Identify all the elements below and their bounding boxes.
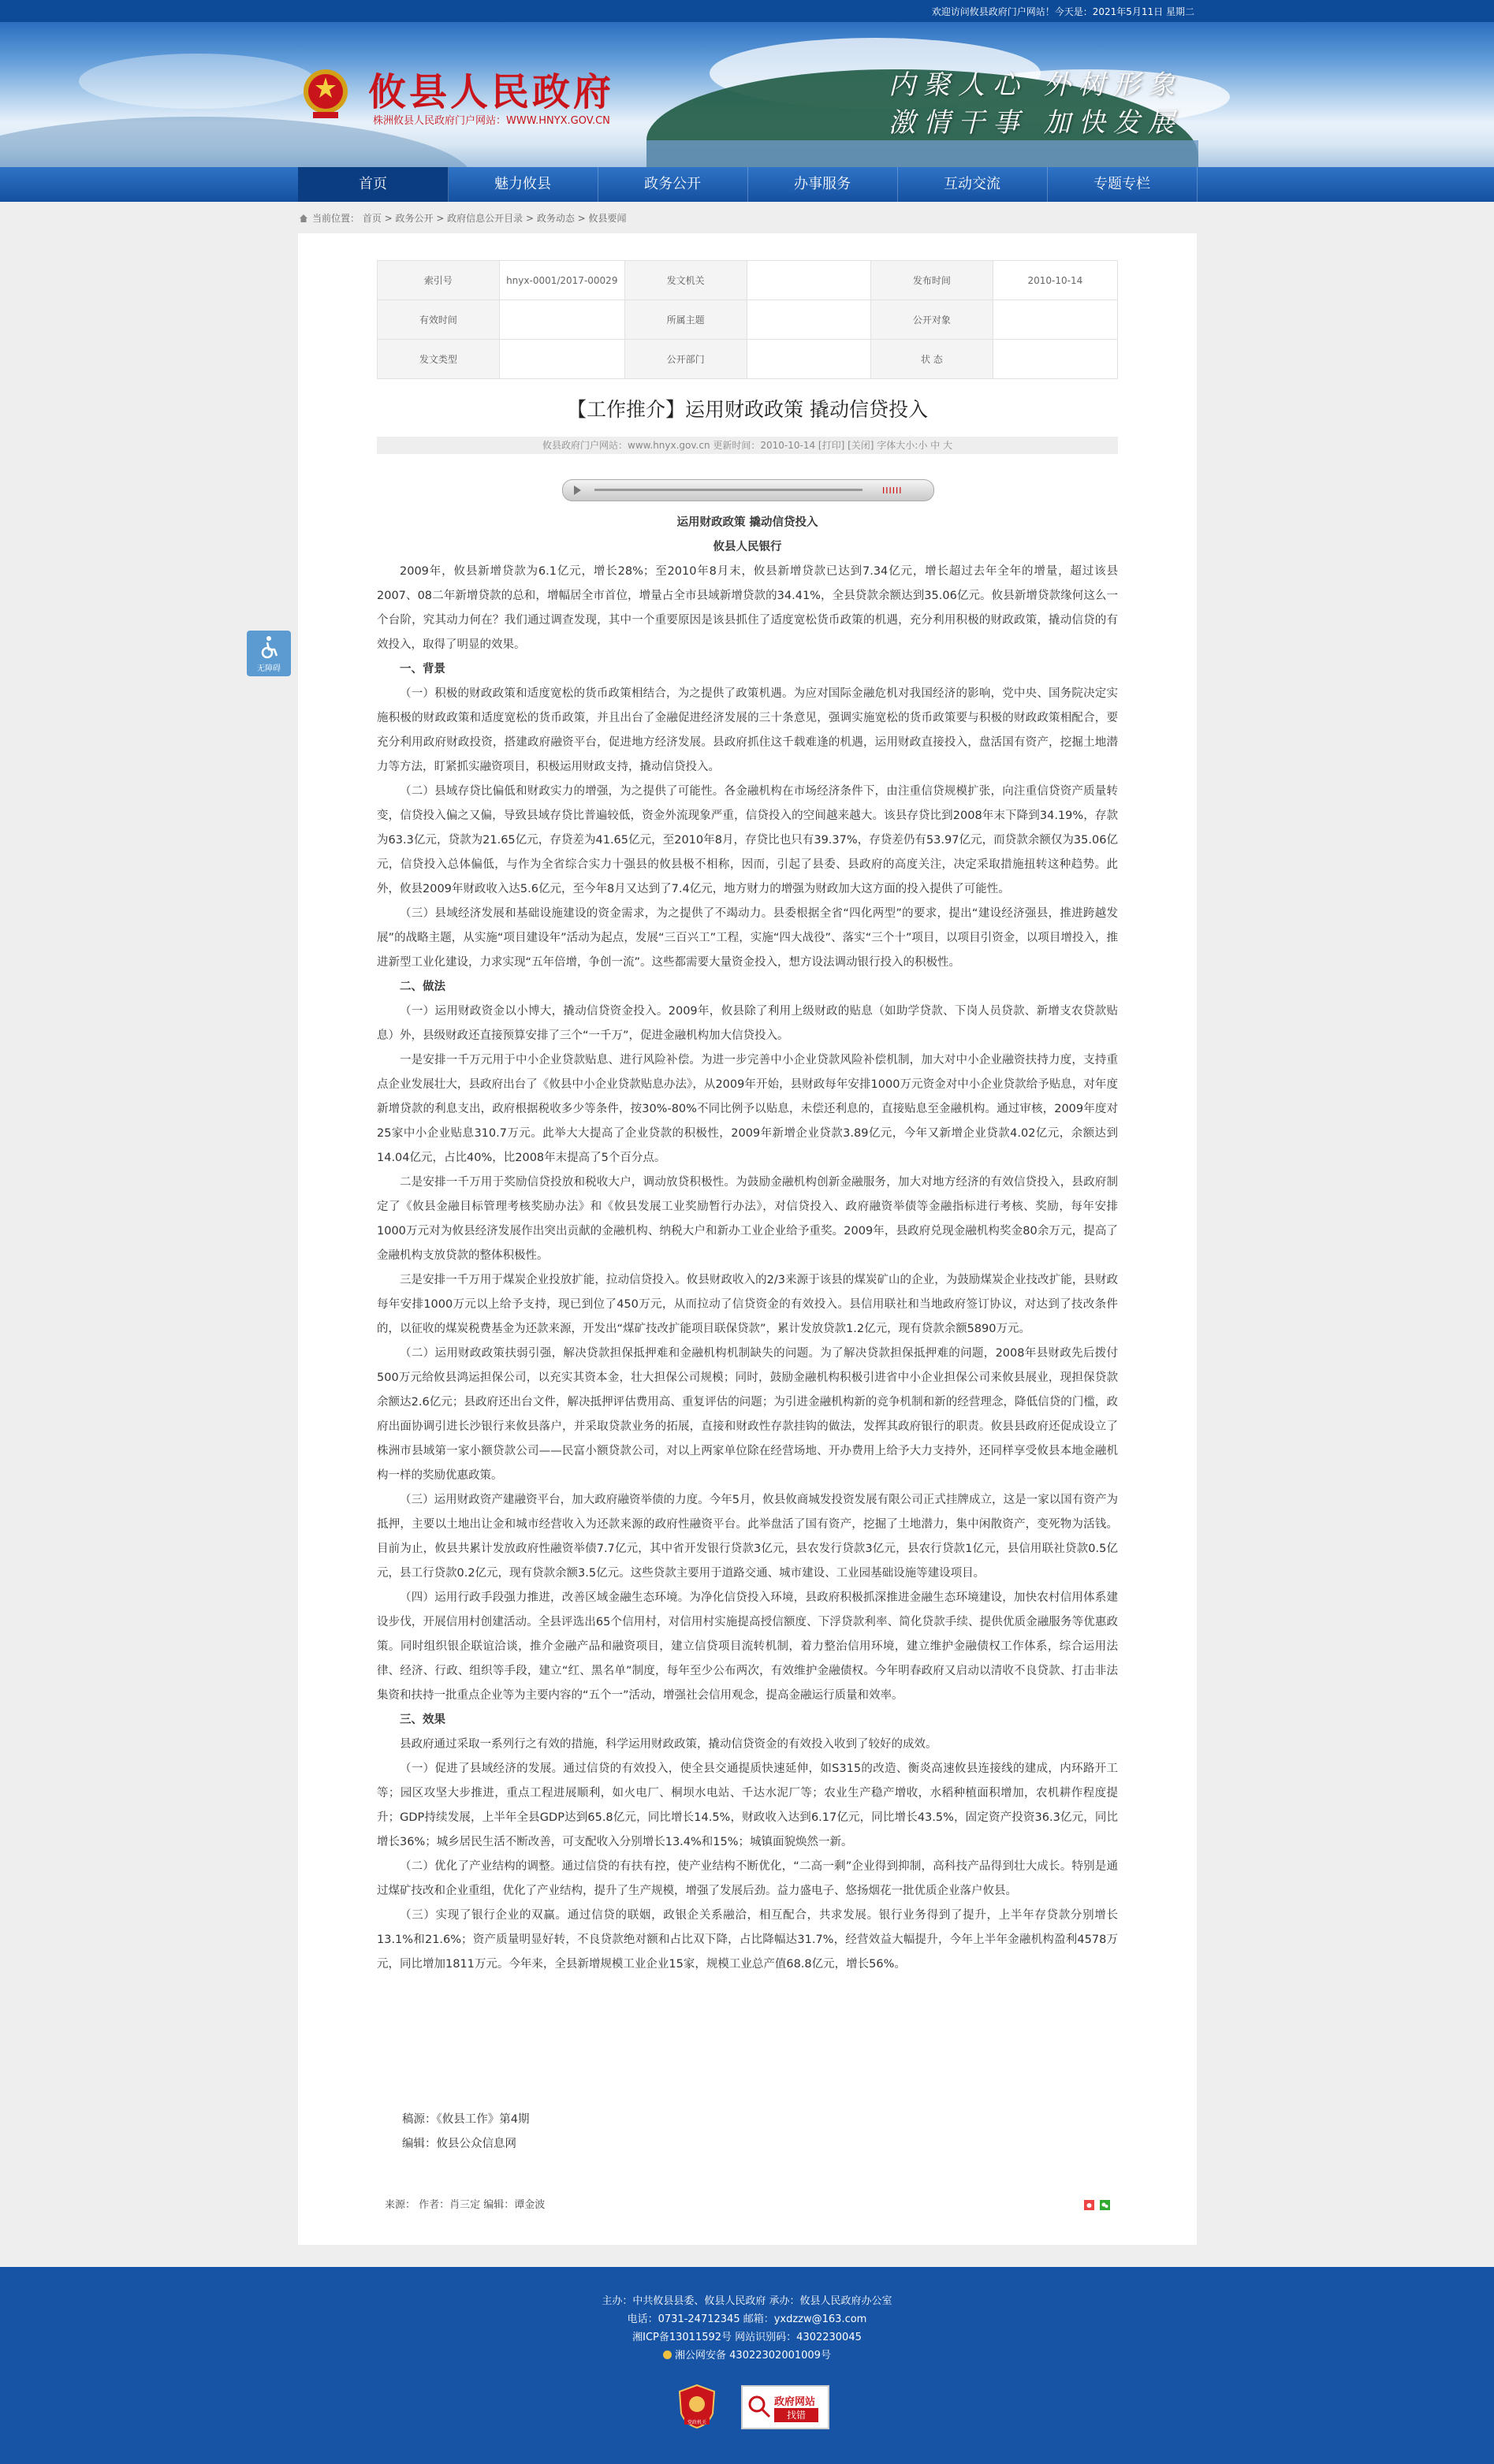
article-paragraph: 一是安排一千万元用于中小企业贷款贴息、进行风险补偿。为进一步完善中小企业贷款风险补偿机制，加大对中小企业融资扶持力度，支持重点企业发展壮大，县政府出台了《攸县中小企业贷款贴息办法》，从2009年开始，县财政每年安排1000万元资金对中小企业贷款给予贴息，对年度新增贷款的利息支出，政府根据税收多少等条件，按30%-80%不同比例予以贴息，未偿还利息的，直接贴息至金融机构。通过审核，2009年度对25家中小企业贴息310.7万元。此举大大提高了企业贷款的积极性，2009年新增企业贷款3.89亿元，今年又新增企业贷款4.02亿元，余额达到14.04亿元，占比40%，比2008年末提高了5个百分点。 [377, 1054, 1118, 1164]
article-paragraph: 三是安排一千万用于煤炭企业投放扩能，拉动信贷投入。攸县财政收入的2/3来源于该县的煤炭矿山的企业，为鼓励煤炭企业技改扩能，县财政每年安排1000万元以上给予支持，现已到位了450万元，从而拉动了信贷资金的有效投入。县信用联社和当地政府签订协议，对达到了技改条件的，以征收的煤炭税费基金为还款来源，开发出“煤矿技改扩能项目联保贷款”，累计发放贷款1.2亿元，现有贷款余额5890万元。 [377, 1274, 1118, 1335]
site-subtitle: 株洲攸县人民政府门户网站：WWW.HNYX.GOV.CN [373, 115, 610, 127]
meta-status-label: 状 态 [870, 340, 993, 379]
nav-services[interactable]: 办事服务 [747, 167, 898, 202]
meta-date-value: 2010-10-14 [993, 261, 1117, 300]
meta-audience-value [993, 300, 1117, 340]
weibo-share-icon[interactable] [1084, 2200, 1094, 2210]
volume-indicator[interactable]: IIIIII [882, 486, 903, 496]
section-heading: 一、背景 [400, 663, 445, 676]
meta-index-label: 索引号 [378, 261, 500, 300]
gov-site-error-report[interactable] [741, 2385, 829, 2429]
party-gov-badge-icon[interactable] [676, 2384, 717, 2429]
meta-dept-value [747, 340, 870, 379]
section-heading: 二、做法 [400, 981, 445, 993]
footer-police-record[interactable] [0, 2347, 1494, 2362]
home-icon [300, 214, 307, 222]
nav-interaction[interactable]: 互动交流 [897, 167, 1048, 202]
article-title: 【工作推介】运用财政政策 撬动信贷投入 [567, 398, 928, 421]
article-info-bar[interactable]: 攸县政府门户网站：www.hnyx.gov.cn 更新时间：2010-10-14 [打印] [关闭] 字体大小:小 中 大 [377, 437, 1118, 454]
article-panel [298, 233, 1197, 2245]
meta-valid-label: 有效时间 [378, 300, 500, 340]
article-paragraph: （三）县域经济发展和基础设施建设的资金需求，为之提供了不竭动力。县委根据全省“四化两型”的要求，提出“建设经济强县，推进跨越发展”的战略主题，从实施“项目建设年”活动为起点，发展“三百兴工”工程，实施“四大战役”、落实“三个十”项目，以项目引资金，以项目增投入，推进新型工业化建设，力求实现“五年倍增，争创一流”。这些都需要大量资金投入，想方设法调动银行投入的积极性。 [377, 907, 1118, 969]
article-paragraph: 二是安排一千万用于奖励信贷投放和税收大户，调动放贷积极性。为鼓励金融机构创新金融服务，加大对地方经济的有效信贷投入，县政府制定了《攸县金融目标管理考核奖励办法》和《攸县发展工业奖励暂行办法》，对信贷投入、政府融资举债等金融指标进行考核、奖励，每年安排1000万元对为攸县经济发展作出突出贡献的金融机构、纳税大户和新办工业企业给予重奖。2009年，县政府兑现金融机构奖金80余万元，提高了金融机构支放贷款的整体积极性。 [377, 1176, 1118, 1262]
footer-sponsor: 主办：中共攸县县委、攸县人民政府 承办：攸县人民政府办公室 [602, 2295, 892, 2307]
article-paragraph: （二）县域存贷比偏低和财政实力的增强，为之提供了可能性。各金融机构在市场经济条件下，由注重信贷规模扩张，向注重信贷资产质量转变，信贷投入偏之又偏，导致县域存贷比普遍较低，资金外流现象严重，信贷投入的空间越来越大。该县存贷比到2008年末下降到34.19%，存款为63.3亿元，贷款为21.65亿元，存贷差为41.65亿元，至2010年8月，存贷比也只有39.37%，存贷差仍有53.97亿元，而贷款余额仅为35.06亿元，信贷投入总体偏低，与作为全省综合实力十强县的攸县极不相称，因而，引起了县委、县政府的高度关注，决定采取措施扭转这种趋势。此外，攸县2009年财政收入达5.6亿元，至今年8月又达到了7.4亿元，地方财力的增强为财政加大这方面的投入提供了可能性。 [377, 785, 1118, 895]
article-paragraph: （四）运用行政手段强力推进，改善区域金融生态环境。为净化信贷投入环境，县政府积极抓深推进金融生态环境建设，加快农村信用体系建设步伐，开展信用村创建活动。全县评选出65个信用村，对信用村实施提高授信额度、下浮贷款利率、简化贷款手续、提供优质金融服务等优惠政策。同时组织银企联谊洽谈，推介金融产品和融资项目，建立信贷项目流转机制，着力整治信用环境，建立维护金融债权工作体系，综合运用法律、经济、行政、组织等手段，建立“红、黑名单”制度，每年至少公布两次，有效维护金融债权。今年明春政府又启动以清收不良贷款、打击非法集资和扶持一批重点企业等为主要内容的“五个一”活动，增强社会信用观念，提高金融运行质量和效率。 [377, 1591, 1118, 1702]
header-banner [0, 22, 1494, 167]
accessibility-label: 无障碍 [257, 664, 281, 673]
main-nav [0, 167, 1494, 202]
article-paragraph: 县政府通过采取一系列行之有效的措施，科学运用财政政策，撬动信贷资金的有效投入收到了较好的成效。 [400, 1738, 937, 1751]
footer-icp[interactable]: 湘ICP备13011592号 网站识别码：4302230045 [632, 2332, 862, 2343]
meta-table [377, 260, 1118, 379]
footer-contact: 电话：0731-24712345 邮箱：yxdzzw@163.com [627, 2313, 867, 2325]
wechat-share-icon[interactable] [1100, 2200, 1110, 2210]
meta-type-value [499, 340, 624, 379]
section-heading: 三、效果 [400, 1714, 445, 1726]
meta-topic-value [747, 300, 870, 340]
meta-topic-label: 所属主题 [624, 300, 747, 340]
article-credits: 来源： 作者：肖三定 编辑：谭金波 [385, 2199, 546, 2211]
magnifier-icon [747, 2395, 771, 2418]
site-footer [0, 2267, 1494, 2464]
article-source: 稿源：《攸县工作》第4期 [402, 2113, 530, 2126]
article-paragraph: 2009年，攸县新增贷款为6.1亿元，增长28%；至2010年8月末，攸县新增贷款已达到7.34亿元，增长超过去年全年的增量，超过该县2007、08二年新增贷款的总和，增幅居全市首位，增量占全市县域新增贷款的34.41%，全县贷款余额达到35.06亿元。攸县新增贷款缘何这么一个台阶，究其动力何在？我们通过调查发现，其中一个重要原因是该县抓住了适度宽松货币政策的机遇，充分利用积极的财政政策，撬动信贷的有效投入，取得了明显的效果。 [377, 565, 1118, 651]
national-emblem-icon [302, 66, 349, 121]
article-footnote [402, 2108, 529, 2157]
article-subtitle: 运用财政政策 撬动信贷投入 [676, 516, 818, 529]
article-paragraph: （一）促进了县域经济的发展。通过信贷的有效投入，使全县交通提质快速延伸，如S315的改造、衡炎高速攸县连接线的建成，内环路开工等；园区攻坚大步推进，重点工程进展顺利，如火电厂、桐坝水电站、千达水泥厂等；农业生产稳产增收，水稻种植面积增加，农机耕作程度提升；GDP持续发展，上半年全县GDP达到65.8亿元，同比增长14.5%，财政收入达到6.17亿元，同比增长43.5%，固定资产投资36.3亿元，同比增长36%；城乡居民生活不断改善，可支配收入分别增长13.4%和15%；城镇面貌焕然一新。 [377, 1762, 1118, 1848]
error-report-title: 政府网站 [774, 2396, 816, 2408]
article-paragraph: （二）运用财政政策扶弱引强，解决贷款担保抵押难和金融机构机制缺失的问题。为了解决贷款担保抵押难的问题，2008年县财政先后拨付500万元给攸县鸿运担保公司，以充实其资本金，壮大担保公司规模；同时，鼓励金融机构积极引进省中小企业担保公司来攸县展业，现担保贷款余额达2.6亿元；县政府还出台文件，解决抵押评估费用高、重复评估的问题；为引进金融机构新的竞争机制和新的经营理念，降低信贷的门槛，政府出面协调引进长沙银行来攸县落户，并采取贷款业务的拓展，直接和财政性存款挂钩的做法，发挥其政府银行的职责。攸县县政府还促成设立了株洲市县域第一家小额贷款公司——民富小额贷款公司，对以上两家单位除在经营场地、开办费用上给予大力支持外，还同样享受攸县本地金融机构一样的奖励优惠政策。 [377, 1347, 1118, 1482]
footer-police-text: 湘公网安备 43022302001009号 [675, 2350, 831, 2362]
meta-status-value [993, 340, 1117, 379]
police-badge-icon [663, 2350, 672, 2359]
article-editor: 编辑：攸县公众信息网 [402, 2138, 516, 2150]
meta-issuer-value [747, 261, 870, 300]
meta-issuer-label: 发文机关 [624, 261, 747, 300]
article-body [377, 511, 1118, 1977]
accessibility-button[interactable] [247, 631, 291, 676]
meta-valid-value [499, 300, 624, 340]
site-title: 攸县人民政府 [368, 70, 615, 114]
nav-topics[interactable]: 专题专栏 [1047, 167, 1198, 202]
article-org: 攸县人民银行 [713, 541, 782, 553]
meta-type-label: 发文类型 [378, 340, 500, 379]
play-icon[interactable] [574, 486, 581, 495]
party-gov-badge-label: 党政机关 [687, 2420, 707, 2425]
meta-date-label: 发布时间 [870, 261, 993, 300]
article-paragraph: （三）实现了银行企业的双赢。通过信贷的联姻，政银企关系融洽，相互配合，共求发展。银行业务得到了提升，上半年存贷款分别增长13.1%和21.6%；资产质量明显好转，不良贷款绝对额和占比双下降，占比降幅达31.7%，经营效益大幅提升，今年上半年金融机构盈利4578万元，同比增加1811万元。今年来，全县新增规模工业企业15家，规模工业总产值68.8亿元，增长56%。 [377, 1909, 1118, 1971]
nav-gov-affairs[interactable]: 政务公开 [598, 167, 748, 202]
slogan-line-2: 激情干事 加快发展 [889, 107, 1183, 139]
nav-charm[interactable]: 魅力攸县 [448, 167, 598, 202]
error-report-action: 找错 [774, 2408, 818, 2422]
breadcrumb-text[interactable]: 当前位置： 首页 > 政务公开 > 政府信息公开目录 > 政务动态 > 攸县要闻 [312, 213, 627, 224]
welcome-text: 欢迎访问攸县政府门户网站！今天是：2021年5月11日 星期二 [931, 6, 1194, 17]
article-paragraph: （一）积极的财政政策和适度宽松的货币政策相结合，为之提供了政策机遇。为应对国际金融危机对我国经济的影响，党中央、国务院决定实施积极的财政政策和适度宽松的货币政策，并且出台了金融促进经济发展的三十条意见，强调实施宽松的货币政策要与积极的财政政策相配合，要充分利用政府财政投资，搭建政府融资平台，促进地方经济发展。县政府抓住这千载难逢的机遇，运用财政直接投入，盘活国有资产，挖掘土地潜力等方法，盯紧抓实融资项目，积极运用财政支持，撬动信贷投入。 [377, 687, 1118, 773]
meta-dept-label: 公开部门 [624, 340, 747, 379]
top-bar [0, 0, 1494, 22]
breadcrumb [300, 211, 627, 225]
article-paragraph: （二）优化了产业结构的调整。通过信贷的有扶有控，使产业结构不断优化，“二高一剩”企业得到抑制，高科技产品得到壮大成长。特别是通过煤矿技改和企业重组，优化了产业结构，提升了生产规模，增强了发展后劲。益力盛电子、悠扬烟花一批优质企业落户攸县。 [377, 1860, 1118, 1897]
meta-audience-label: 公开对象 [870, 300, 993, 340]
article-paragraph: （一）运用财政资金以小博大，撬动信贷资金投入。2009年，攸县除了利用上级财政的贴息（如助学贷款、下岗人员贷款、新增支农贷款贴息）外，县级财政还直接预算安排了三个“一千万”，促进金融机构加大信贷投入。 [377, 1005, 1118, 1042]
article-paragraph: （三）运用财政资产建融资平台，加大政府融资举债的力度。今年5月，攸县攸商城发投资发展有限公司正式挂牌成立，这是一家以国有资产为抵押，主要以土地出让金和城市经营收入为还款来源的政府性融资平台。此举盘活了国有资产，挖掘了土地潜力，集中闲散资产，变死物为活钱。目前为止，攸县共累计发放政府性融资举债7.7亿元，其中省开发银行贷款3亿元，县农发行贷款3亿元，县农行贷款1亿元，县信用联社贷款0.5亿元，县工行贷款0.2亿元，现有贷款余额3.5亿元。这些贷款主要用于道路交通、城市建设、工业园基础设施等建设项目。 [377, 1494, 1118, 1580]
nav-home[interactable]: 首页 [298, 167, 449, 202]
audio-player[interactable] [562, 479, 934, 501]
meta-index-value: hnyx-0001/2017-00029 [499, 261, 624, 300]
progress-bar[interactable] [594, 489, 862, 491]
wheelchair-icon [259, 635, 279, 659]
slogan-line-1: 内聚人心 外树形象 [889, 69, 1183, 101]
